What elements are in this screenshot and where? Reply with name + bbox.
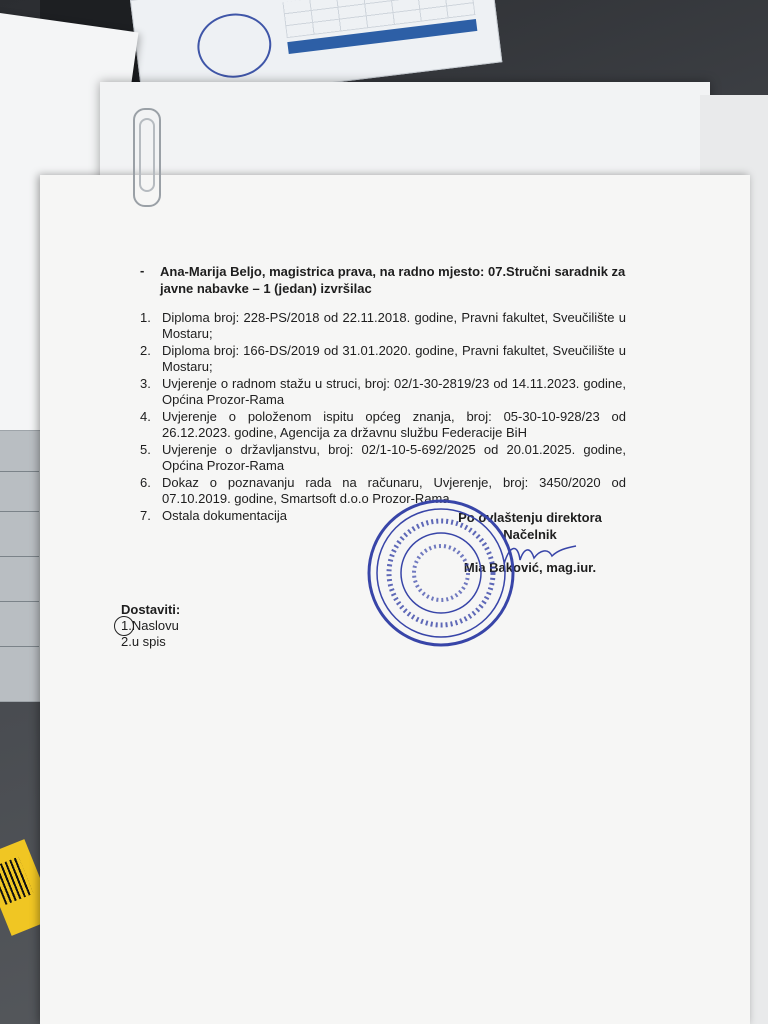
signature-line1: Po ovlaštenju direktora bbox=[458, 510, 602, 525]
list-item-number: 7. bbox=[140, 508, 151, 523]
list-item-number: 5. bbox=[140, 442, 151, 457]
document-list bbox=[140, 310, 626, 526]
list-item-number: 6. bbox=[140, 475, 151, 490]
list-item bbox=[140, 409, 626, 440]
list-item-number: 4. bbox=[140, 409, 151, 424]
list-item-text: Uvjerenje o radnom stažu u struci, broj: 02/1-30-2819/23 od 14.11.2023. godine, Općina Prozor-Rama bbox=[162, 376, 626, 407]
list-item-text: Dokaz o poznavanju rada na računaru, Uvjerenje, broj: 3450/2020 od 07.10.2019. godine, Smartsoft d.o.o Prozor-Rama bbox=[162, 475, 626, 506]
signature-line2: Načelnik bbox=[503, 527, 557, 542]
heading-dash: - bbox=[140, 263, 145, 278]
list-item bbox=[140, 442, 626, 473]
list-item-text: Diploma broj: 228-PS/2018 od 22.11.2018. godine, Pravni fakultet, Sveučilište u Mostaru; bbox=[162, 310, 626, 341]
handwritten-circle bbox=[114, 616, 134, 636]
list-item bbox=[140, 376, 626, 407]
signature-name: Mia Baković, mag.iur. bbox=[463, 560, 597, 575]
dostaviti-title: Dostaviti: bbox=[121, 602, 181, 617]
official-stamp-icon bbox=[365, 497, 517, 649]
list-item-number: 2. bbox=[140, 343, 151, 358]
list-item-number: 3. bbox=[140, 376, 151, 391]
list-item-text: Diploma broj: 166-DS/2019 od 31.01.2020. godine, Pravni fakultet, Sveučilište u Mostaru; bbox=[162, 343, 626, 374]
list-item-text: Uvjerenje o položenom ispitu općeg znanja, broj: 05-30-10-928/23 od 26.12.2023. godine, Agencija za državnu službu Federacije BiH bbox=[162, 409, 626, 440]
list-item-text: Uvjerenje o državljanstvu, broj: 02/1-10-5-692/2025 od 20.01.2025. godine, Općina Prozor-Rama bbox=[162, 442, 626, 473]
dostaviti-item-2: 2.u spis bbox=[121, 634, 166, 649]
list-item-number: 1. bbox=[140, 310, 151, 325]
list-item-text: Ostala dokumentacija bbox=[162, 508, 288, 523]
document-heading: Ana-Marija Beljo, magistrica prava, na radno mjesto: 07.Stručni saradnik za javne nabavke – 1 (jedan) izvršilac bbox=[160, 264, 626, 296]
list-item bbox=[140, 343, 626, 374]
list-item bbox=[140, 310, 626, 341]
dostaviti-item-1: 1.Naslovu bbox=[121, 618, 179, 633]
